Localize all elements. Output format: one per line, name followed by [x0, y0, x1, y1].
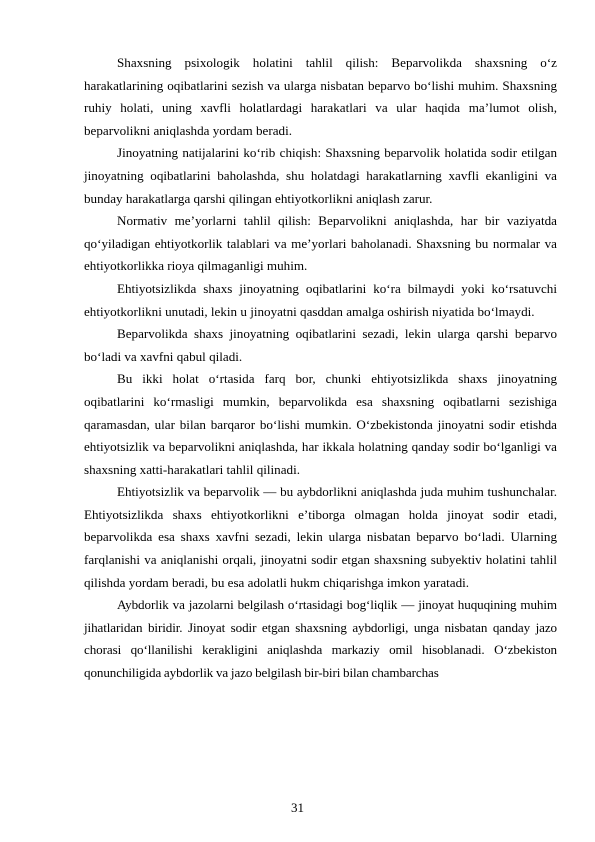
paragraph-difference: Bu ikki holat oʻrtasida farq bor, chunki ehtiyotsizlikda shaxs jinoyatning oqibatlarini koʻrmasligi mumkin, beparvolikda esa shaxsning oqibatlarni sezishiga qaramasdan, ular bilan barqaror boʻlishi mumkin. Oʻzbekistonda jinoyatni sodir etishda ehtiyotsizlik va beparvolikni aniqlashda, har ikkala holatning qanday sodir boʻlganligi va shaxsning xatti-harakatlari tahlil qilinadi.: [84, 371, 557, 477]
page-body-text: [84, 52, 557, 685]
paragraph-guilt-and-punishment: Aybdorlik va jazolarni belgilash oʻrtasidagi bogʻliqlik — jinoyat huquqining muhim jihatlaridan biridir. Jinoyat sodir etgan shaxsning aybdorligi, unga nisbatan qanday jazo chorasi qoʻllanilishi kerakligini aniqlashda markaziy omil hisoblanadi. Oʻzbekiston qonunchiligida aybdorlik va jazo belgilash bir-biri bilan chambarchas: [84, 597, 557, 681]
paragraph-recklessness-definition: Beparvolikda shaxs jinoyatning oqibatlarini sezadi, lekin ularga qarshi beparvo boʻladi va xavfni qabul qiladi.: [84, 326, 557, 364]
paragraph-normative-standards: Normativ meʼyorlarni tahlil qilish: Beparvolikni aniqlashda, har bir vaziyatda qoʻyiladigan ehtiyotkorlik talablari va meʼyorlari baholanadi. Shaxsning bu normalar va ehtiyotkorlikka rioya qilmaganligi muhim.: [84, 213, 557, 274]
paragraph-guilt-concepts: Ehtiyotsizlik va beparvolik — bu aybdorlikni aniqlashda juda muhim tushunchalar. Ehtiyotsizlikda shaxs ehtiyotkorlikni eʼtiborga olmagan holda jinoyat sodir etadi, beparvolikda esa shaxs xavfni sezadi, lekin ularga nisbatan beparvo boʻladi. Ularning farqlanishi va aniqlanishi orqali, jinoyatni sodir etgan shaxsning subyektiv holatini tahlil qilishda yordam beradi, bu esa adolatli hukm chiqarishga imkon yaratadi.: [84, 484, 557, 590]
paragraph-crime-consequences: Jinoyatning natijalarini koʻrib chiqish: Shaxsning beparvolik holatida sodir etilgan jinoyatning oqibatlarini baholashda, shu holatdagi harakatlarning xavfli ekanligini va bunday harakatlarga qarshi qilingan ehtiyotkorlikni aniqlash zarur.: [84, 145, 557, 206]
paragraph-negligence-definition: Ehtiyotsizlikda shaxs jinoyatning oqibatlarini koʻra bilmaydi yoki koʻrsatuvchi ehtiyotkorlikni unutadi, lekin u jinoyatni qasddan amalga oshirish niyatida boʻlmaydi.: [84, 280, 557, 319]
paragraph-psychological-state: Shaxsning psixologik holatini tahlil qilish: Beparvolikda shaxsning oʻz harakatlarining oqibatlarini sezish va ularga nisbatan beparvo boʻlishi muhim. Shaxsning ruhiy holati, uning xavfli holatlardagi harakatlari va ular haqida maʼlumot olish, beparvolikni aniqlashda yordam beradi.: [84, 55, 557, 138]
page-number: 31: [291, 800, 304, 815]
